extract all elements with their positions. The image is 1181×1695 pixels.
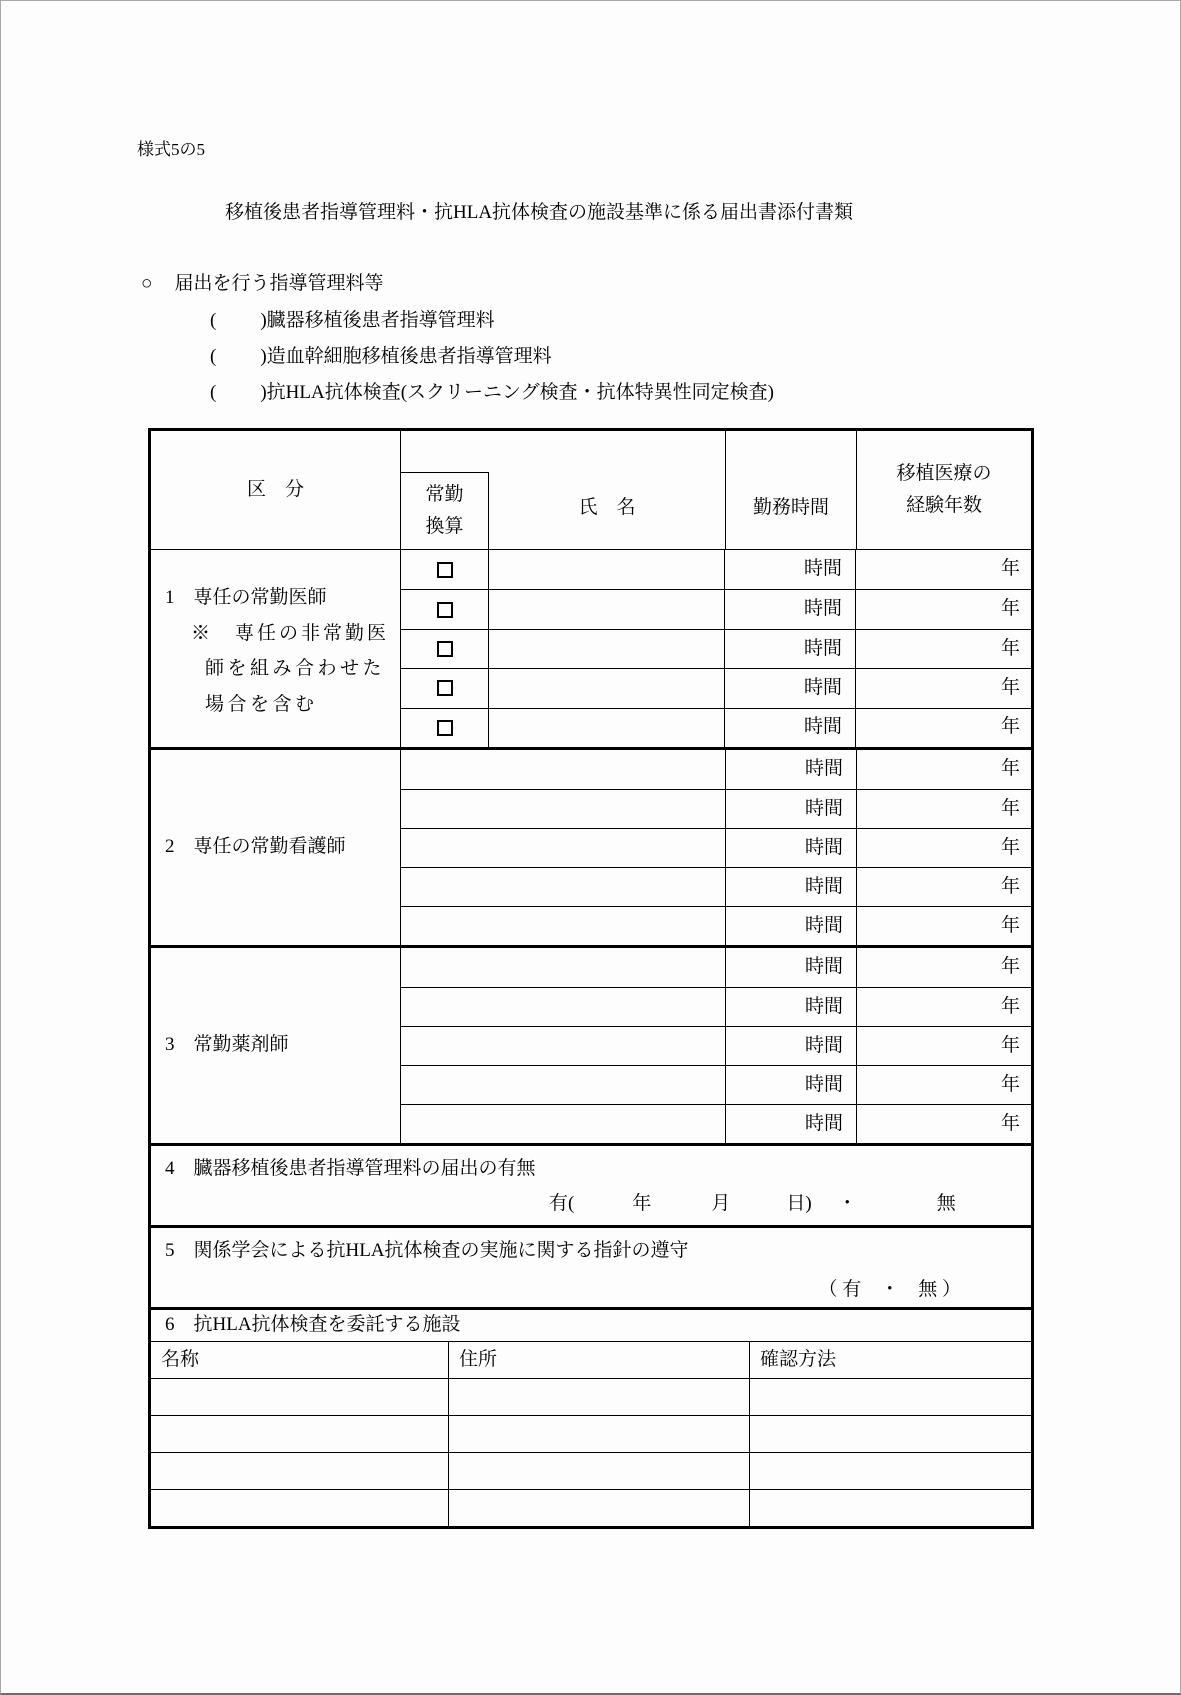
fte-checkbox-cell	[401, 669, 489, 707]
section-1-label-line: 1 専任の常勤医師	[165, 587, 327, 608]
years-unit-label: 年	[1000, 1034, 1020, 1056]
table-row	[401, 789, 1031, 828]
no-label: 無	[936, 1192, 956, 1214]
header-name: 氏 名	[578, 496, 636, 518]
empty-checkbox-icon	[437, 602, 453, 618]
section-4-title: 4 臓器移植後患者指導管理料の届出の有無	[165, 1157, 536, 1179]
hours-unit-label: 時間	[726, 868, 857, 906]
facility-name-blank	[151, 1490, 449, 1526]
table-row	[401, 589, 1031, 628]
section-4-answer	[151, 1192, 1031, 1217]
years-unit-label: 年	[1000, 758, 1020, 780]
header-experience	[857, 431, 1031, 549]
hours-unit-label: 時間	[726, 1027, 857, 1065]
year-label: 年	[632, 1192, 652, 1214]
facility-address-blank	[449, 1453, 750, 1489]
facility-name-blank	[151, 1379, 449, 1415]
hours-unit-label: 時間	[725, 630, 856, 668]
years-unit-label: 年	[1000, 914, 1020, 936]
fte-line1: 常勤	[425, 484, 464, 505]
month-label: 月	[711, 1192, 731, 1214]
years-unit-label: 年	[1000, 1073, 1020, 1095]
hours-unit-label: 時間	[725, 669, 856, 707]
name-blank-cell	[489, 669, 725, 707]
section-1-label-line: 師を組み合わせた	[205, 658, 386, 679]
notification-heading	[141, 272, 384, 297]
header-middle	[401, 431, 726, 549]
hours-unit-label: 時間	[725, 709, 856, 747]
day-label: 日)	[786, 1192, 812, 1214]
facility-name-blank	[151, 1416, 449, 1452]
facility-table-header	[151, 1341, 1031, 1378]
hours-unit-label: 時間	[726, 988, 857, 1026]
name-blank-cell	[401, 1066, 726, 1104]
notification-item	[210, 381, 774, 406]
hours-unit-label: 時間	[726, 907, 857, 945]
facility-verification-blank	[750, 1379, 1031, 1415]
section-3-label	[151, 948, 401, 1143]
table-row	[401, 1026, 1031, 1065]
facility-address-blank	[449, 1490, 750, 1526]
section-5-answer: （ 有 ・ 無 ）	[818, 1278, 961, 1300]
fte-checkbox-cell	[401, 590, 489, 628]
table-row	[401, 750, 1031, 789]
name-blank-cell	[489, 550, 725, 589]
facility-verification-blank	[750, 1416, 1031, 1452]
years-unit-label: 年	[1000, 677, 1020, 699]
notification-item	[210, 309, 495, 334]
notification-heading-label: 届出を行う指導管理料等	[174, 273, 384, 294]
header-fte-conversion	[401, 472, 489, 549]
facility-table-row	[151, 1489, 1031, 1526]
table-row	[401, 668, 1031, 707]
form-number: 様式5の5	[137, 140, 205, 159]
years-unit-label: 年	[1000, 637, 1020, 659]
hours-unit-label: 時間	[726, 790, 857, 828]
hours-unit-label: 時間	[726, 829, 857, 867]
section-2-label	[151, 750, 401, 945]
dot-separator: ・	[837, 1192, 857, 1214]
facility-verification-blank	[750, 1490, 1031, 1526]
section-3-pharmacists	[151, 945, 1031, 1143]
years-unit-label: 年	[1000, 956, 1020, 978]
section-1-label-line: 場合を含む	[205, 693, 318, 715]
empty-checkbox-icon	[437, 562, 453, 578]
facility-address-header: 住所	[449, 1342, 750, 1378]
empty-checkbox-icon	[437, 720, 453, 736]
name-blank-cell	[401, 907, 726, 945]
name-blank-cell	[401, 868, 726, 906]
section-2-nurses	[151, 747, 1031, 945]
experience-line2: 経験年数	[905, 495, 982, 516]
section-1-label	[151, 550, 401, 747]
section-4-organ-transplant-notification	[151, 1143, 1031, 1225]
table-row	[401, 708, 1031, 747]
section-3-label-line: 3 常勤薬剤師	[165, 1034, 289, 1056]
close-paren: )	[260, 382, 267, 403]
page-title: 移植後患者指導管理料・抗HLA抗体検査の施設基準に係る届出書添付書類	[225, 202, 854, 223]
section-2-label-line: 2 専任の常勤看護師	[165, 836, 346, 858]
fte-checkbox-cell	[401, 550, 489, 589]
staff-table	[148, 428, 1034, 1529]
yes-open-label: 有(	[549, 1192, 575, 1214]
open-paren: (	[210, 382, 217, 403]
hours-unit-label: 時間	[726, 1066, 857, 1104]
hours-unit-label: 時間	[726, 750, 857, 789]
hours-unit-label: 時間	[725, 550, 856, 589]
facility-address-blank	[449, 1416, 750, 1452]
years-unit-label: 年	[1000, 875, 1020, 897]
section-1-label-line: ※ 専任の非常勤医	[191, 622, 390, 644]
hours-unit-label: 時間	[726, 1105, 857, 1143]
facility-address-blank	[449, 1379, 750, 1415]
table-row	[401, 948, 1031, 987]
fte-checkbox-cell	[401, 709, 489, 747]
name-blank-cell	[489, 709, 725, 747]
section-6-title: 6 抗HLA抗体検査を委託する施設	[151, 1307, 1031, 1341]
empty-checkbox-icon	[437, 680, 453, 696]
empty-checkbox-icon	[437, 641, 453, 657]
open-paren: (	[210, 346, 217, 367]
experience-line1: 移植医療の	[896, 463, 992, 484]
hours-unit-label: 時間	[725, 590, 856, 628]
name-blank-cell	[401, 988, 726, 1026]
header-category: 区 分	[151, 431, 401, 549]
table-row	[401, 1065, 1031, 1104]
notification-item-label: 造血幹細胞移植後患者指導管理料	[266, 346, 552, 367]
name-blank-cell	[401, 1105, 726, 1143]
name-blank-cell	[401, 790, 726, 828]
facility-table-row	[151, 1452, 1031, 1489]
notification-item	[210, 345, 552, 370]
notification-item-label: 抗HLA抗体検査(スクリーニング検査・抗体特異性同定検査)	[266, 382, 774, 403]
close-paren: )	[260, 346, 267, 367]
years-unit-label: 年	[1000, 558, 1020, 580]
facility-name-header: 名称	[151, 1342, 449, 1378]
facility-verification-header: 確認方法	[760, 1348, 837, 1370]
table-row	[401, 1104, 1031, 1143]
section-5-guideline-compliance	[151, 1225, 1031, 1307]
facility-verification-blank	[750, 1453, 1031, 1489]
years-unit-label: 年	[1000, 1112, 1020, 1134]
name-blank-cell	[401, 948, 726, 987]
close-paren: )	[260, 310, 267, 331]
name-blank-cell	[489, 630, 725, 668]
table-row	[401, 550, 1031, 589]
years-unit-label: 年	[1000, 995, 1020, 1017]
name-blank-cell	[401, 1027, 726, 1065]
table-row	[401, 906, 1031, 945]
facility-table-row	[151, 1378, 1031, 1415]
years-unit-label: 年	[1000, 598, 1020, 620]
notification-item-label: 臓器移植後患者指導管理料	[266, 310, 495, 331]
open-paren: (	[210, 310, 217, 331]
hours-unit-label: 時間	[726, 948, 857, 987]
name-blank-cell	[401, 750, 726, 789]
years-unit-label: 年	[1000, 836, 1020, 858]
circle-bullet-icon: ○	[141, 273, 153, 294]
years-unit-label: 年	[1000, 716, 1020, 738]
name-blank-cell	[489, 590, 725, 628]
staff-table-header	[151, 431, 1031, 550]
section-1-physicians	[151, 550, 1031, 747]
fte-checkbox-cell	[401, 630, 489, 668]
facility-name-blank	[151, 1453, 449, 1489]
facility-table-row	[151, 1415, 1031, 1452]
table-row	[401, 867, 1031, 906]
table-row	[401, 828, 1031, 867]
name-blank-cell	[401, 829, 726, 867]
fte-line2: 換算	[425, 516, 464, 537]
header-working-hours: 勤務時間	[726, 431, 857, 549]
table-row	[401, 987, 1031, 1026]
years-unit-label: 年	[1000, 797, 1020, 819]
table-row	[401, 629, 1031, 668]
section-5-title: 5 関係学会による抗HLA抗体検査の実施に関する指針の遵守	[165, 1239, 689, 1261]
